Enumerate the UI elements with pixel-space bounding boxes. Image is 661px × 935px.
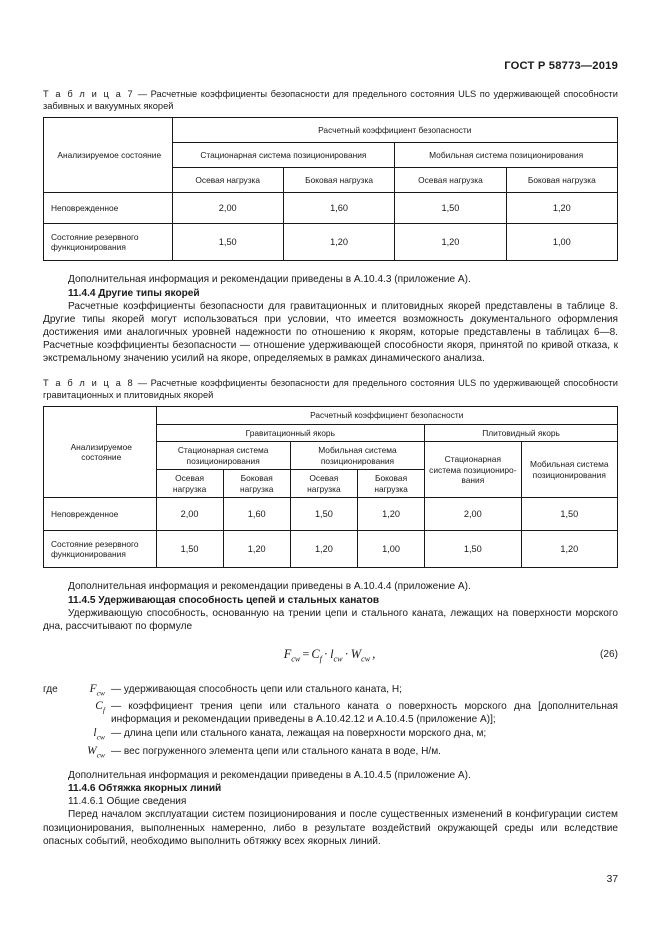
table8-sub-axial-mobile: Осевая нагрузка [290,470,357,498]
table7-col-state: Анализируемое состояние [44,118,173,193]
formula-C: C [311,646,320,661]
table8-row1-val2: 1,20 [290,531,357,568]
table8-sub-mobile: Мобильная система позиционирования [290,442,424,470]
para-11-4-4: Расчетные коэффициенты безопасности для гравитационных и плитовидных якорей представлены в таблице 8. Другие типы якорей могут использоваться при условии, что имеется возможность документального оформления достижения ими аналогичных уровней надежности по отношению к якорям, которые представлены в таблицах 6—8. Расчетные коэффициенты безопасности — отношение удерживающей способности якоря, принятой по кривой отказа, к экстремальному значению усилий на якоре, определяемых в рамках динамического анализа. [43,300,618,364]
where-item [43,727,618,743]
formula-l-sub: cw [333,654,343,664]
table-row [44,498,618,531]
table8-row0-val5: 1,50 [521,498,617,531]
table8-row1-state: Состояние резервного функционирования [44,531,157,568]
para-after-table7: Дополнительная информация и рекомендации приведены в А.10.4.3 (приложение А). [68,274,471,286]
table8-sub-axial-fixed: Осевая нагрузка [156,470,223,498]
table8-group-plate: Плитовидный якорь [425,424,618,442]
table8-row0-val4: 2,00 [425,498,521,531]
heading-11-4-6-1: 11.4.6.1 Общие сведения [68,796,187,808]
table8-sub-plate-fixed: Стационарная система позиционирования [425,442,521,498]
table7-row1-val0: 1,50 [172,224,283,261]
formula-number: (26) [600,648,618,660]
table7-sub-lateral-mobile: Боковая нагрузка [506,168,617,193]
table7-row1-state: Состояние резервного функционирования [44,224,173,261]
table7-row0-state: Неповрежденное [44,193,173,224]
table-row [44,531,618,568]
para-after-table8: Дополнительная информация и рекомендации приведены в А.10.4.4 (приложение А). [68,581,471,593]
formula-F: F [283,646,292,661]
table7-row0-val2: 1,50 [395,193,506,224]
table7-caption-text: — Расчетные коэффициенты безопасности для предельного состояния ULS по удерживающей способности забивных и вакуумных якорей [43,89,618,112]
table8-row0-val1: 1,60 [223,498,290,531]
where-keyword: где [43,683,58,695]
table8-row0-val3: 1,20 [357,498,424,531]
where-symbol-F: $F_{cw}$ [89,682,105,698]
formula-dot-2: · [344,646,349,661]
table8-sub-lateral-fixed: Боковая нагрузка [223,470,290,498]
table7-group-top: Расчетный коэффициент безопасности [172,118,617,143]
table-8 [43,406,618,568]
table-7 [43,117,618,261]
where-definition-F: — удерживающая способность цепи или стального каната, Н; [111,683,402,695]
formula-block [43,647,618,677]
table7-row0-val0: 2,00 [172,193,283,224]
table8-row0-val0: 2,00 [156,498,223,531]
table-row [44,193,618,224]
formula-C-sub: f [319,654,322,664]
where-definition-Wcw: — вес погруженного элемента цепи или стального каната в воде, Н/м. [111,745,441,757]
where-symbol-Wcw: $W_{cw}$ [87,744,105,760]
table8-caption-lead: Т а б л и ц а 8 [43,378,135,389]
running-head: ГОСТ Р 58773—2019 [504,60,618,72]
spacer [43,365,618,377]
table8-row1-val0: 1,50 [156,531,223,568]
heading-11-4-5: 11.4.5 Удерживающая способность цепей и стальных канатов [68,594,380,606]
table-row [44,224,618,261]
table8-col-state: Анализируемое состояние [44,407,157,498]
formula-W-sub: cw [361,654,371,664]
where-item [43,700,618,726]
table8-row1-val1: 1,20 [223,531,290,568]
where-item [43,745,618,761]
formula-equals: = [302,646,310,661]
table8-sub-plate-mobile: Мобильная система позиционирования [521,442,617,498]
table7-caption [43,88,618,112]
formula-l: l [330,646,334,661]
table8-row1-val5: 1,20 [521,531,617,568]
table8-sub-lateral-mobile: Боковая нагрузка [357,470,424,498]
table7-sub-lateral-fixed: Боковая нагрузка [283,168,394,193]
table7-sub-axial-fixed: Осевая нагрузка [172,168,283,193]
page-content [43,88,618,848]
table8-row1-val4: 1,50 [425,531,521,568]
formula-dot-1: · [323,646,329,661]
table7-header-row-1 [44,118,618,143]
table8-group-gravity: Гравитационный якорь [156,424,425,442]
table8-header-row-1 [44,407,618,425]
table7-caption-lead: Т а б л и ц а 7 [43,89,135,99]
para-11-4-6-1: Перед началом эксплуатации систем позиционирования и после существенных изменений в конфигурации систем позиционирования, выполненных намеренно, либо в результате воздействий окружающей среды или вследствие опасных событий, необходимо выполнить обтяжку всех якорных линий. [43,809,618,847]
table7-row1-val2: 1,20 [395,224,506,261]
spacer [43,568,618,580]
para-11-4-5: Удерживающую способность, основанную на трении цепи и стального каната, лежащих на поверхности морского дна, рассчитывают по формуле [43,607,618,632]
spacer [43,261,618,273]
table8-sub-fixed: Стационарная система позиционирования [156,442,290,470]
where-item [43,683,618,699]
formula-W: W [350,646,362,661]
table7-row0-val1: 1,60 [283,193,394,224]
table7-sub-axial-mobile: Осевая нагрузка [395,168,506,193]
where-definition-Cf: — коэффициент трения цепи или стального каната о поверхность морского дна [дополнительная информация и рекомендации приведены в А.10.42.12 и А.10.4.5 (приложение А)]; [111,701,618,726]
formula-F-sub: cw [291,654,301,664]
table8-caption [43,377,618,401]
formula-26 [43,647,618,663]
table8-caption-text: — Расчетные коэффициенты безопасности для предельного состояния ULS по удерживающей способности гравитационных и плитовидных якорей [43,378,618,401]
where-list [43,683,618,761]
table8-group-top: Расчетный коэффициент безопасности [156,407,618,425]
table8-row1-val3: 1,00 [357,531,424,568]
where-definition-lcw: — длина цепи или стального каната, лежащая на поверхности морского дна, м; [111,728,487,740]
table7-group-mobile: Мобильная система позиционирования [395,143,618,168]
heading-11-4-4: 11.4.4 Другие типы якорей [68,287,200,299]
table8-row0-state: Неповрежденное [44,498,157,531]
table7-row1-val1: 1,20 [283,224,394,261]
table8-row0-val2: 1,50 [290,498,357,531]
formula-comma: , [372,646,376,661]
where-symbol-lcw: $l_{cw}$ [93,727,105,742]
heading-11-4-6: 11.4.6 Обтяжка якорных линий [68,783,222,795]
table7-group-fixed: Стационарная система позиционирования [172,143,395,168]
table7-row0-val3: 1,20 [506,193,617,224]
para-after-formula: Дополнительная информация и рекомендации приведены в А.10.4.5 (приложение А). [68,770,471,782]
table7-row1-val3: 1,00 [506,224,617,261]
spacer [43,762,618,769]
page-number: 37 [606,874,618,885]
where-symbol-Cf: $C_f$ [95,700,105,715]
